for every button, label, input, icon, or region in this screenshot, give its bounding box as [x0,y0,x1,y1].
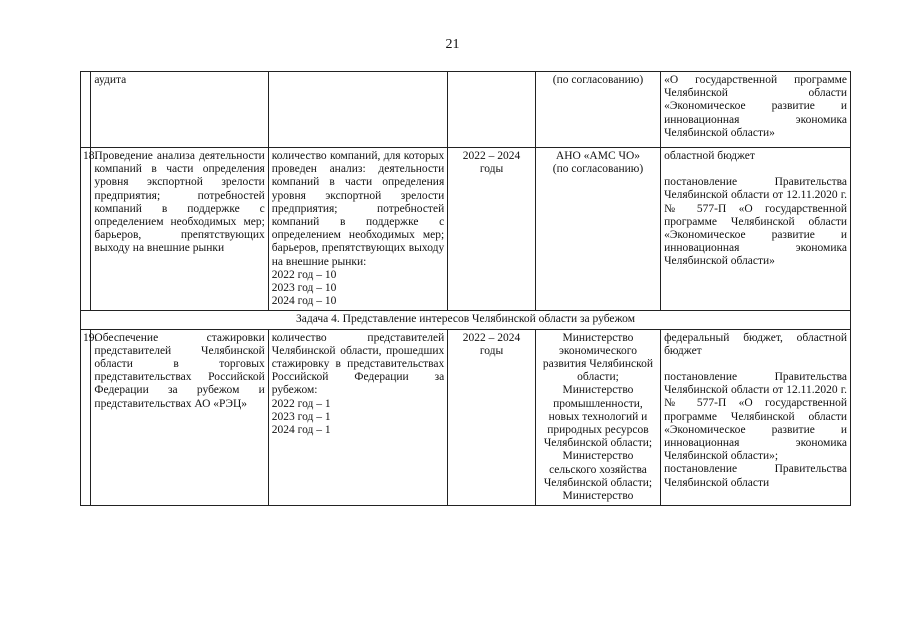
source-cell: федеральный бюджет, областной бюджет постановление Правительства Челябинской области от 12.11.2020 г. № 577-П «О государственной программе Челябинской области «Экономическое развитие и инновационная экономика Челябинской области»; постановление Правительства Челябинской области [661,329,851,506]
row-number [81,72,91,148]
measures-table [80,71,851,506]
table-row [81,329,851,506]
executor-cell: Министерство экономического развития Челябинской области; Министерство промышленности, новых технологий и природных ресурсов Челябинской области; Министерство сельского хозяйства Челябинской области; Министерство [535,329,660,506]
period-cell [448,72,536,148]
period-cell: 2022 – 2024 годы [448,148,536,311]
measure-cell: Обеспечение стажировки представителей Челябинской области в торговых представительствах Российской Федерации за рубежом и представительствах АО «РЭЦ» [91,329,268,506]
table-row [81,72,851,148]
executor-cell: АНО «АМС ЧО» (по согласованию) [535,148,660,311]
indicator-cell: количество представителей Челябинской области, прошедших стажировку в представительствах Российской Федерации за рубежом: 2022 год – 1 2023 год – 1 2024 год – 1 [268,329,447,506]
indicator-cell: количество компаний, для которых проведен анализ: деятельности компаний в части определения уровня экспортной зрелости предприятия; потребностей компаний в поддержке с определением необходимых мер; барьеров, препятствующих выходу на внешние рынки: 2022 год – 10 2023 год – 10 2024 год – 10 [268,148,447,311]
measure-cell: аудита [91,72,268,148]
indicator-cell [268,72,447,148]
measure-cell: Проведение анализа деятельности компаний в части определения уровня экспортной зрелости предприятия; потребностей компаний в поддержке с определением необходимых мер; барьеров, препятствующих выходу на внешние рынки [91,148,268,311]
row-number: 19. [81,329,91,506]
row-number: 18. [81,148,91,311]
task-heading: Задача 4. Представление интересов Челябинской области за рубежом [81,311,851,329]
table-row [81,148,851,311]
executor-cell: (по согласованию) [535,72,660,148]
period-cell: 2022 – 2024 годы [448,329,536,506]
source-cell: «О государственной программе Челябинской области «Экономическое развитие и инновационная экономика Челябинской области» [661,72,851,148]
source-cell: областной бюджет постановление Правительства Челябинской области от 12.11.2020 г. № 577-П «О государственной программе Челябинской области «Экономическое развитие и инновационная экономика Челябинской области» [661,148,851,311]
task-heading-row [81,311,851,329]
page-number: 21 [445,37,460,52]
